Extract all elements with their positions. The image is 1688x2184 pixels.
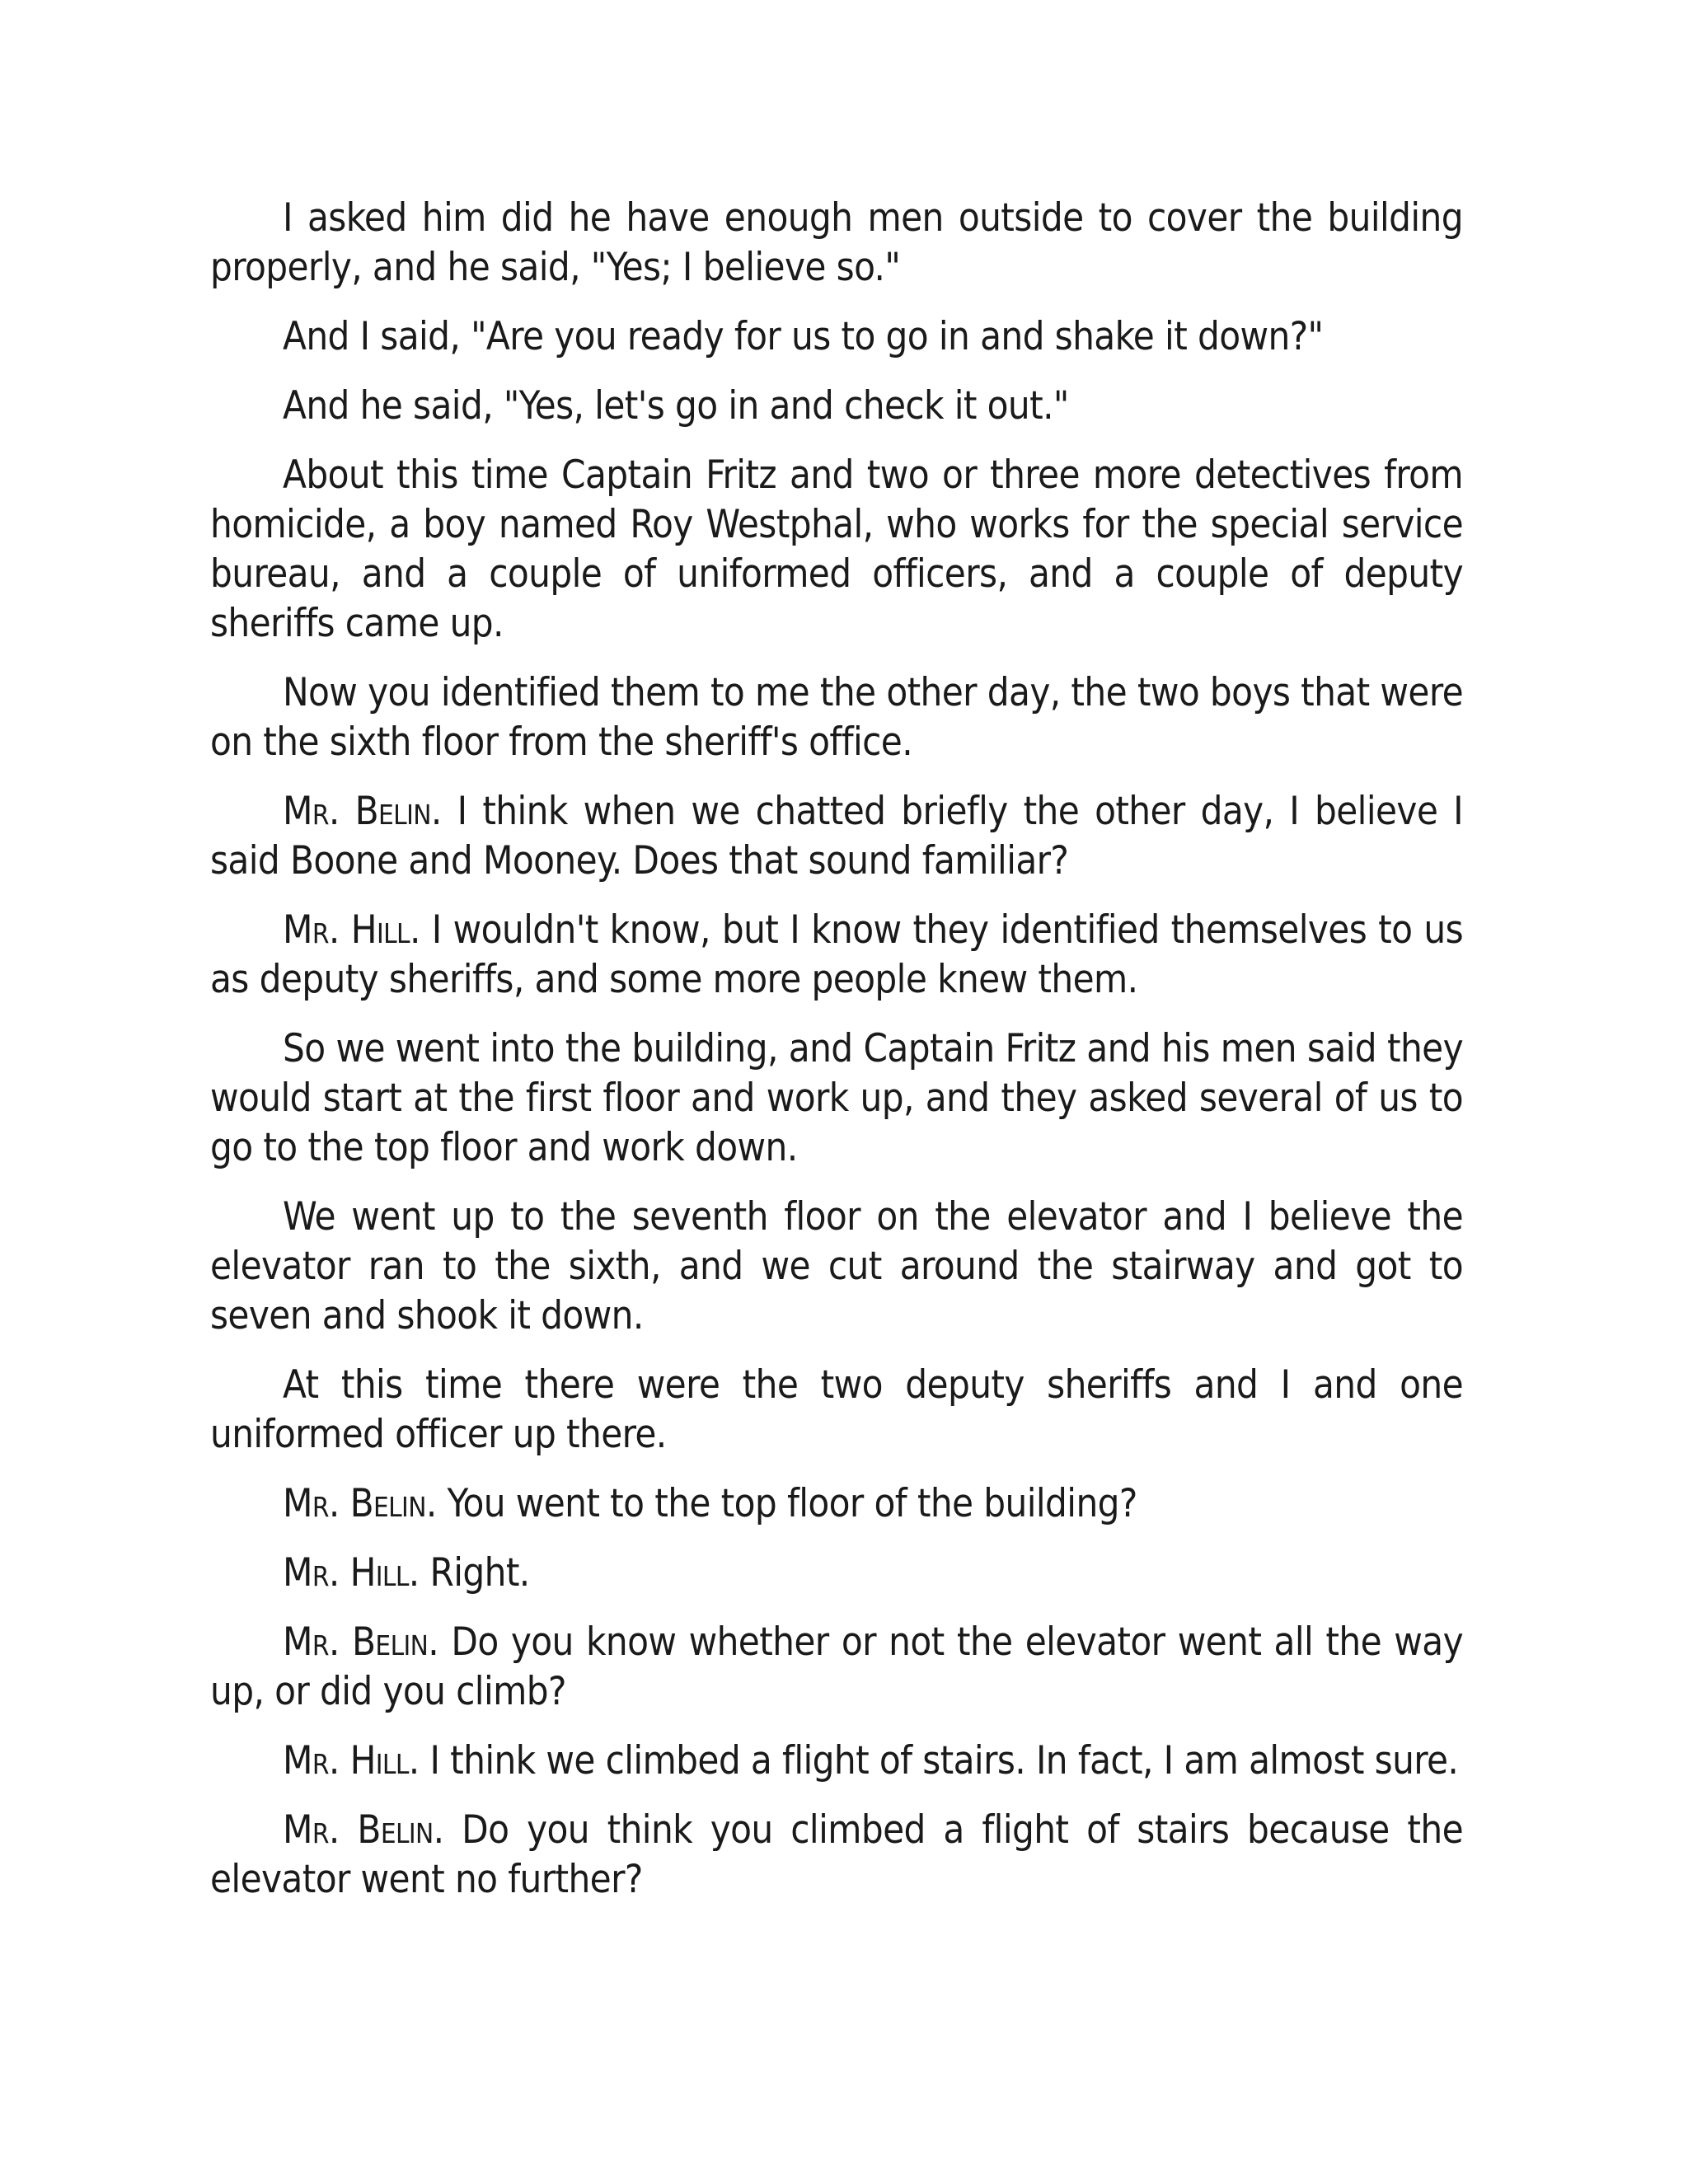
speaker-name: Mr. Hill [283,1550,409,1596]
speaker-name: Mr. Hill [283,907,410,953]
speaker-name: Mr. Belin [283,1619,429,1665]
paragraph-4: About this time Captain Fritz and two or three more detectives from homicide, a boy named Roy Westphal, who works for the special service bureau, and a couple of uniformed officers, and a couple of deputy sheriffs came up. [210,452,1463,646]
paragraph-8: So we went into the building, and Captain Fritz and his men said they would start at the first floor and work up, and they asked several of us to go to the top floor and work down. [210,1026,1463,1170]
paragraph-5: Now you identified them to me the other day, the two boys that were on the sixth floor from the sheriff's office. [210,670,1463,765]
speaker-name: Mr. Belin [283,789,431,834]
paragraph-11: Mr. Belin. You went to the top floor of the building? [283,1481,1137,1526]
paragraph-10: At this time there were the two deputy sheriffs and I and one uniformed officer up there. [210,1362,1463,1457]
paragraph-12: Mr. Hill. Right. [283,1550,530,1596]
paragraph-9: We went up to the seventh floor on the elevator and I believe the elevator ran to the sixth, and we cut around the stairway and got to seven and shook it down. [210,1194,1463,1338]
paragraph-13: Mr. Belin. Do you know whether or not the elevator went all the way up, or did you climb? [210,1619,1463,1714]
speaker-name: Mr. Belin [283,1481,426,1526]
speaker-name: Mr. Hill [283,1738,409,1783]
testimony-page [210,194,1463,1924]
paragraph-2: And I said, "Are you ready for us to go in and shake it down?" [283,314,1324,359]
paragraph-1: I asked him did he have enough men outside to cover the building properly, and he said, "Yes; I believe so." [210,195,1463,290]
paragraph-6: Mr. Belin. I think when we chatted briefly the other day, I believe I said Boone and Mooney. Does that sound familiar? [210,789,1463,883]
paragraph-14: Mr. Hill. I think we climbed a flight of stairs. In fact, I am almost sure. [283,1738,1459,1783]
paragraph-3: And he said, "Yes, let's go in and check it out." [283,383,1069,429]
paragraph-15: Mr. Belin. Do you think you climbed a flight of stairs because the elevator went no further? [210,1807,1463,1902]
speaker-name: Mr. Belin [283,1807,434,1853]
paragraph-7: Mr. Hill. I wouldn't know, but I know they identified themselves to us as deputy sheriffs, and some more people knew them. [210,907,1464,1002]
